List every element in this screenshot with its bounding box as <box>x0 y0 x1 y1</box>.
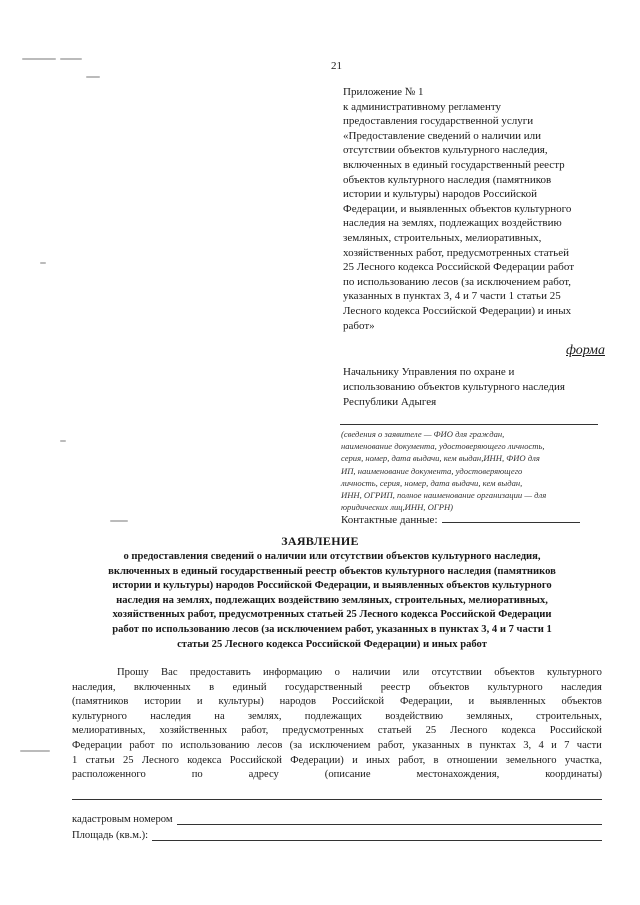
hint-line: юридических лиц,ИНН, ОГРН) <box>341 502 454 513</box>
body-line: Прошу Вас предоставить информацию о наличии или отсутствии объектов культурного <box>117 667 602 678</box>
addressee-line: использованию объектов культурного наследия <box>343 380 565 393</box>
hint-line: серия, номер, дата выдачи, кем выдан,ИНН, ФИО для <box>341 453 540 464</box>
area-field <box>72 830 602 841</box>
document-subtitle <box>62 550 602 652</box>
scan-speck <box>60 440 66 442</box>
appendix-line: земляных, строительных, мелиоративных, <box>343 231 542 244</box>
body-line: мелиоративных, хозяйственных работ, предусмотренных статьей 25 Лесного кодекса Российской <box>72 725 602 737</box>
appendix-line: к административному регламенту <box>343 100 501 113</box>
subtitle-line: статьи 25 Лесного кодекса Российской Федерации) и иных работ <box>177 638 487 650</box>
subtitle-line: наследия на землях, подлежащих воздействию земляных, строительных, мелиоративных, <box>116 594 548 606</box>
subtitle-line: работ по использованию лесов (за исключением работ, указанных в пунктах 3, 4 и 7 части 1 <box>112 623 552 635</box>
hint-line: наименование документа, удостоверяющего личность, <box>341 441 545 452</box>
appendix-line: наследия на землях, подлежащих воздействию <box>343 217 562 230</box>
hint-line: личность, серия, номер, дата выдачи, кем выдан, <box>341 477 523 488</box>
contacts-label: Контактные данные: <box>341 514 438 526</box>
area-input-line[interactable] <box>152 830 602 841</box>
subtitle-line: хозяйственных работ, предусмотренных статьей 25 Лесного кодекса Российской Федерации <box>112 609 552 621</box>
document-title: ЗАЯВЛЕНИЕ <box>281 534 359 548</box>
appendix-line: «Предоставление сведений о наличии или <box>343 129 542 142</box>
appendix-line: объектов культурного наследия (памятников <box>343 173 552 186</box>
request-body <box>72 666 602 783</box>
body-line: культурного наследия на землях, подлежащих воздействию земляных, строительных, <box>72 710 602 722</box>
hint-line: (сведения о заявителе — ФИО для граждан, <box>341 429 505 439</box>
appendix-line: Лесного кодекса Российской Федерации) и иных <box>343 304 572 317</box>
page-number: 21 <box>331 60 342 72</box>
body-line: 1 статьи 25 Лесного кодекса Российской Федерации) и иных работ, в отношении земельного участка, <box>72 754 602 766</box>
contacts-input-line[interactable] <box>442 513 580 523</box>
addressee-line: Республики Адыгея <box>343 395 437 408</box>
cadastral-label: кадастровым номером <box>72 814 173 825</box>
appendix-line: Федерации, и выявленных объектов культурного <box>343 202 572 215</box>
address-input-line[interactable] <box>72 799 602 800</box>
appendix-line: Приложение № 1 <box>343 86 424 98</box>
body-line: Федерации работ по использованию лесов (за исключением работ, указанных в пунктах 3, 4 и 7 части <box>72 739 602 751</box>
appendix-line: хозяйственных работ, предусмотренных статьей <box>343 246 569 259</box>
subtitle-line: истории и культуры) народов Российской Федерации, и выявленных объектов культурного <box>112 580 552 592</box>
scan-speck <box>40 262 46 264</box>
appendix-header <box>343 85 613 333</box>
applicant-info-line[interactable] <box>340 424 598 425</box>
appendix-line: работ» <box>343 319 375 332</box>
area-label: Площадь (кв.м.): <box>72 830 149 841</box>
hint-line: ИНН, ОГРИП, полное наименование организации — для <box>341 490 547 501</box>
appendix-line: отсутствии объектов культурного наследия, <box>343 144 548 157</box>
hint-line: ИП, наименование документа, удостоверяющего <box>341 465 523 476</box>
scan-speck <box>60 58 82 60</box>
applicant-hint <box>341 428 601 513</box>
form-label: форма <box>566 343 605 358</box>
appendix-line: истории и культуры) народов Российской <box>343 188 538 201</box>
contacts-field <box>341 513 580 526</box>
appendix-line: указанных в пунктах 3, 4 и 7 части 1 статьи 25 <box>343 290 561 303</box>
scan-speck <box>86 76 100 78</box>
subtitle-line: включенных в единый государственный реестр объектов культурного наследия (памятников <box>108 565 556 577</box>
appendix-line: предоставления государственной услуги <box>343 115 534 128</box>
scan-speck <box>22 58 56 60</box>
appendix-line: по использованию лесов (за исключением работ, <box>343 275 571 288</box>
body-line: наследия, включенных в единый государственный реестр объектов культурного наследия <box>72 681 602 693</box>
body-line: расположенного по адресу (описание местонахождения, координаты) <box>72 769 602 781</box>
cadastral-number-field <box>72 814 602 825</box>
appendix-line: включенных в единый государственный реестр <box>343 158 565 171</box>
cadastral-input-line[interactable] <box>177 814 602 825</box>
addressee-line: Начальнику Управления по охране и <box>343 366 515 378</box>
subtitle-line: о предоставления сведений о наличии или отсутствии объектов культурного наследия, <box>123 551 541 562</box>
appendix-line: 25 Лесного кодекса Российской Федерации работ <box>343 261 575 274</box>
scan-speck <box>110 520 128 522</box>
addressee-block <box>343 365 613 409</box>
body-line: (памятников истории и культуры) народов Российской Федерации, и выявленных объектов <box>72 696 602 708</box>
scan-speck <box>20 750 50 752</box>
